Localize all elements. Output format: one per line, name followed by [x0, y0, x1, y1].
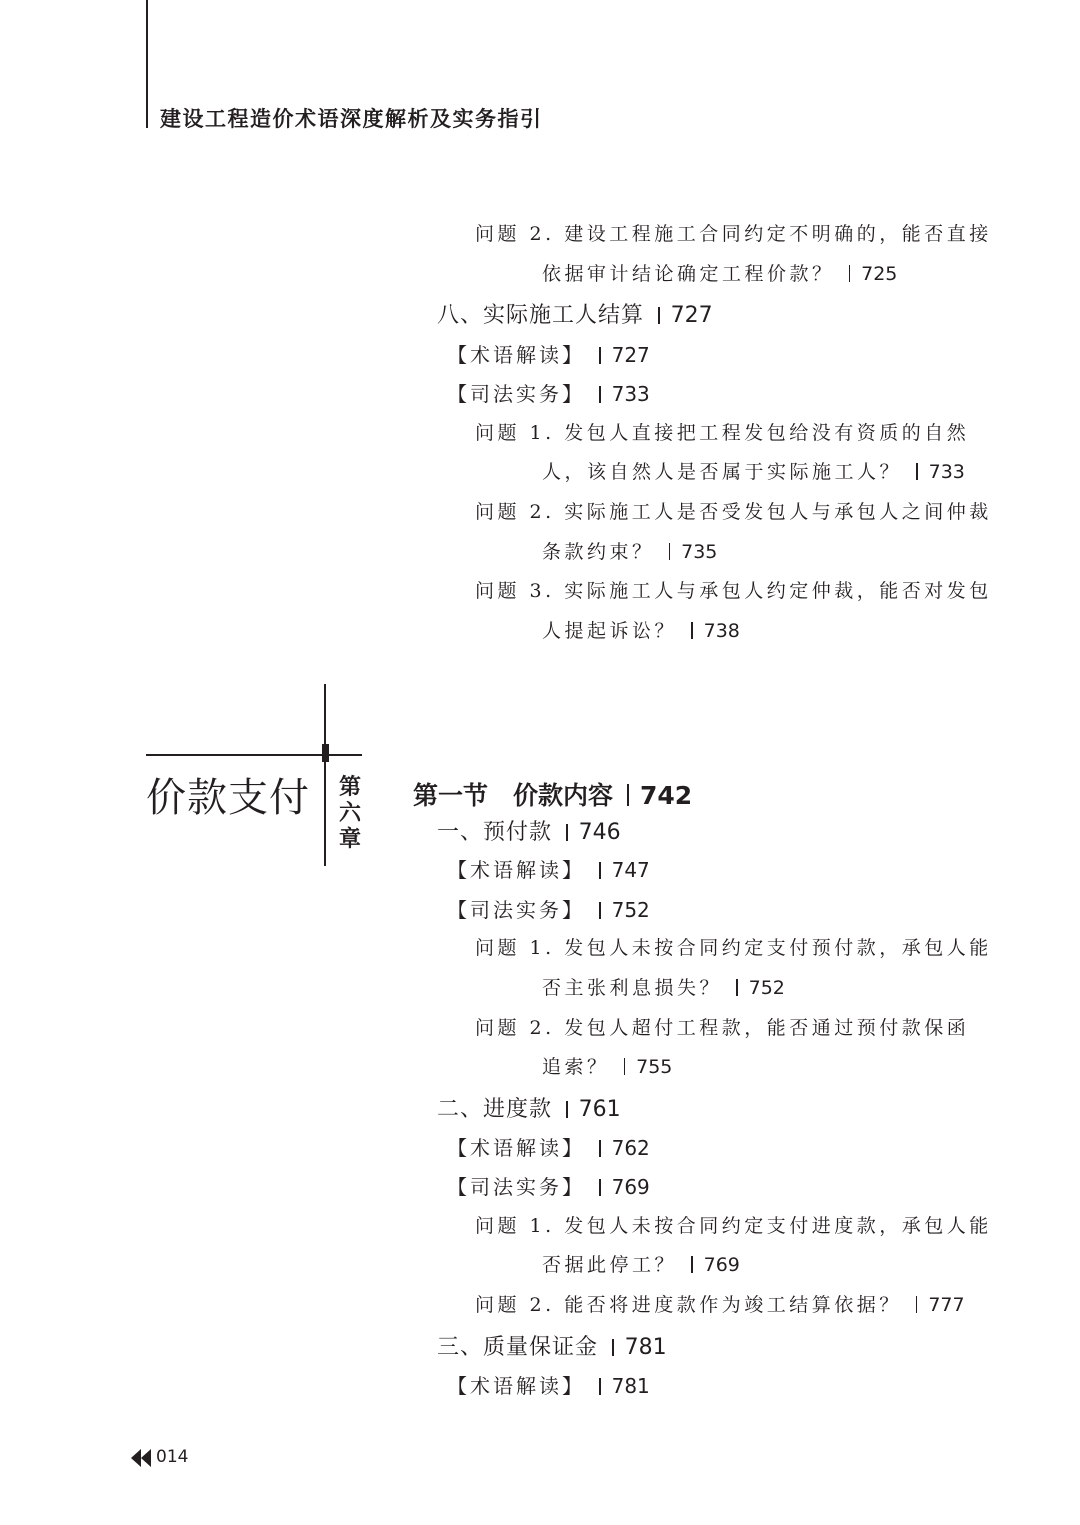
- separator: [624, 1058, 626, 1075]
- separator: [566, 1101, 568, 1118]
- question-text: 追索？: [542, 1056, 610, 1078]
- chapter-title: 价款支付: [146, 775, 310, 821]
- page-ref: 738: [703, 620, 740, 642]
- toc-question-cont[interactable]: [542, 616, 740, 643]
- question-text: 否据此停工？: [542, 1254, 678, 1276]
- toc-subsection[interactable]: [447, 339, 650, 368]
- toc-question[interactable]: [475, 576, 992, 603]
- toc-question-cont[interactable]: [542, 1250, 740, 1277]
- toc-question-cont[interactable]: [542, 259, 897, 286]
- question-text: 否主张利息损失？: [542, 977, 723, 999]
- question-text: 问题 2. 能否将进度款作为竣工结算依据？: [475, 1294, 902, 1316]
- page-ref: 769: [611, 1175, 650, 1199]
- subsection-title: 【司法实务】: [447, 382, 585, 406]
- section-title: 三、质量保证金: [437, 1335, 599, 1360]
- separator: [849, 265, 851, 282]
- toc-question-cont[interactable]: [542, 973, 785, 1000]
- toc-question[interactable]: [475, 1013, 969, 1040]
- question-text: 问题 1. 发包人未按合同约定支付预付款，承包人能: [475, 937, 992, 959]
- separator: [599, 347, 601, 364]
- toc-subsection[interactable]: [447, 854, 650, 883]
- toc-question[interactable]: [475, 497, 992, 524]
- page-ref: 733: [611, 382, 650, 406]
- separator: [599, 386, 601, 403]
- subsection-title: 【术语解读】: [447, 858, 585, 882]
- running-head: 建设工程造价术语深度解析及实务指引: [160, 107, 543, 131]
- chapter-number-vertical: 第六章: [339, 775, 362, 852]
- page-ref: 769: [703, 1254, 740, 1276]
- separator: [736, 979, 738, 996]
- toc-question-cont[interactable]: [542, 457, 965, 484]
- page-ref: 755: [636, 1056, 673, 1078]
- separator: [658, 307, 660, 324]
- toc-subsection[interactable]: [447, 1171, 650, 1200]
- separator: [599, 1140, 601, 1157]
- separator: [566, 824, 568, 841]
- question-text: 问题 1. 发包人直接把工程发包给没有资质的自然: [475, 422, 970, 444]
- page-ref: 727: [670, 303, 713, 328]
- question-text: 人，该自然人是否属于实际施工人？: [542, 461, 903, 483]
- page-ref: 777: [928, 1294, 965, 1316]
- separator: [627, 784, 629, 806]
- toc-subsection[interactable]: [447, 378, 650, 407]
- page-ref: 752: [611, 898, 650, 922]
- toc-section[interactable]: [437, 298, 713, 329]
- separator: [669, 543, 671, 560]
- toc-section[interactable]: [437, 1092, 621, 1123]
- question-text: 问题 2. 建设工程施工合同约定不明确的，能否直接: [475, 223, 992, 245]
- separator: [916, 1296, 918, 1313]
- toc-chapter-section[interactable]: [413, 776, 692, 812]
- page-number: 014: [156, 1447, 189, 1467]
- question-text: 条款约束？: [542, 541, 655, 563]
- toc-question[interactable]: [475, 1211, 992, 1238]
- toc-section[interactable]: [437, 1330, 667, 1361]
- page-ref: 752: [748, 977, 785, 999]
- page-ref: 781: [624, 1335, 667, 1360]
- toc-subsection[interactable]: [447, 894, 650, 923]
- question-text: 人提起诉讼？: [542, 620, 678, 642]
- page-ref: 735: [681, 541, 718, 563]
- section-title: 一、预付款: [437, 820, 553, 845]
- question-text: 问题 1. 发包人未按合同约定支付进度款，承包人能: [475, 1215, 992, 1237]
- separator: [599, 902, 601, 919]
- page-ref: 781: [611, 1374, 650, 1398]
- question-text: 问题 3. 实际施工人与承包人约定仲裁，能否对发包: [475, 580, 992, 602]
- toc-question-cont[interactable]: [542, 1052, 672, 1079]
- subsection-title: 【术语解读】: [447, 1136, 585, 1160]
- page-ref: 742: [640, 781, 693, 810]
- toc-question[interactable]: [475, 1290, 965, 1317]
- separator: [691, 622, 693, 639]
- subsection-title: 【司法实务】: [447, 1175, 585, 1199]
- toc-section[interactable]: [437, 815, 621, 846]
- question-text: 问题 2. 发包人超付工程款，能否通过预付款保函: [475, 1017, 970, 1039]
- page-ref: 746: [578, 820, 621, 845]
- header-vertical-rule: [146, 0, 148, 128]
- toc-subsection[interactable]: [447, 1370, 650, 1399]
- subsection-title: 【司法实务】: [447, 898, 585, 922]
- subsection-title: 【术语解读】: [447, 1374, 585, 1398]
- separator: [599, 1179, 601, 1196]
- section-title: 八、实际施工人结算: [437, 303, 645, 328]
- subsection-title: 【术语解读】: [447, 343, 585, 367]
- page-ref: 733: [928, 461, 965, 483]
- separator: [599, 862, 601, 879]
- separator: [691, 1256, 693, 1273]
- page-ref: 761: [578, 1097, 621, 1122]
- toc-question[interactable]: [475, 933, 992, 960]
- separator: [599, 1378, 601, 1395]
- question-text: 依据审计结论确定工程价款？: [542, 263, 835, 285]
- double-left-arrow-icon: [130, 1448, 152, 1468]
- page-ref: 727: [611, 343, 650, 367]
- page-ref: 762: [611, 1136, 650, 1160]
- toc-question[interactable]: [475, 418, 969, 445]
- page-ref: 725: [861, 263, 898, 285]
- chapter-section-title: 第一节 价款内容: [413, 781, 614, 810]
- question-text: 问题 2. 实际施工人是否受发包人与承包人之间仲裁: [475, 501, 992, 523]
- chapter-horizontal-rule: [146, 754, 362, 756]
- page-ref: 747: [611, 858, 650, 882]
- chapter-rule-marker: [322, 744, 329, 762]
- toc-question[interactable]: [475, 219, 992, 246]
- separator: [916, 463, 918, 480]
- toc-subsection[interactable]: [447, 1132, 650, 1161]
- toc-question-cont[interactable]: [542, 537, 717, 564]
- chapter-vertical-rule: [324, 684, 326, 866]
- section-title: 二、进度款: [437, 1097, 553, 1122]
- separator: [612, 1339, 614, 1356]
